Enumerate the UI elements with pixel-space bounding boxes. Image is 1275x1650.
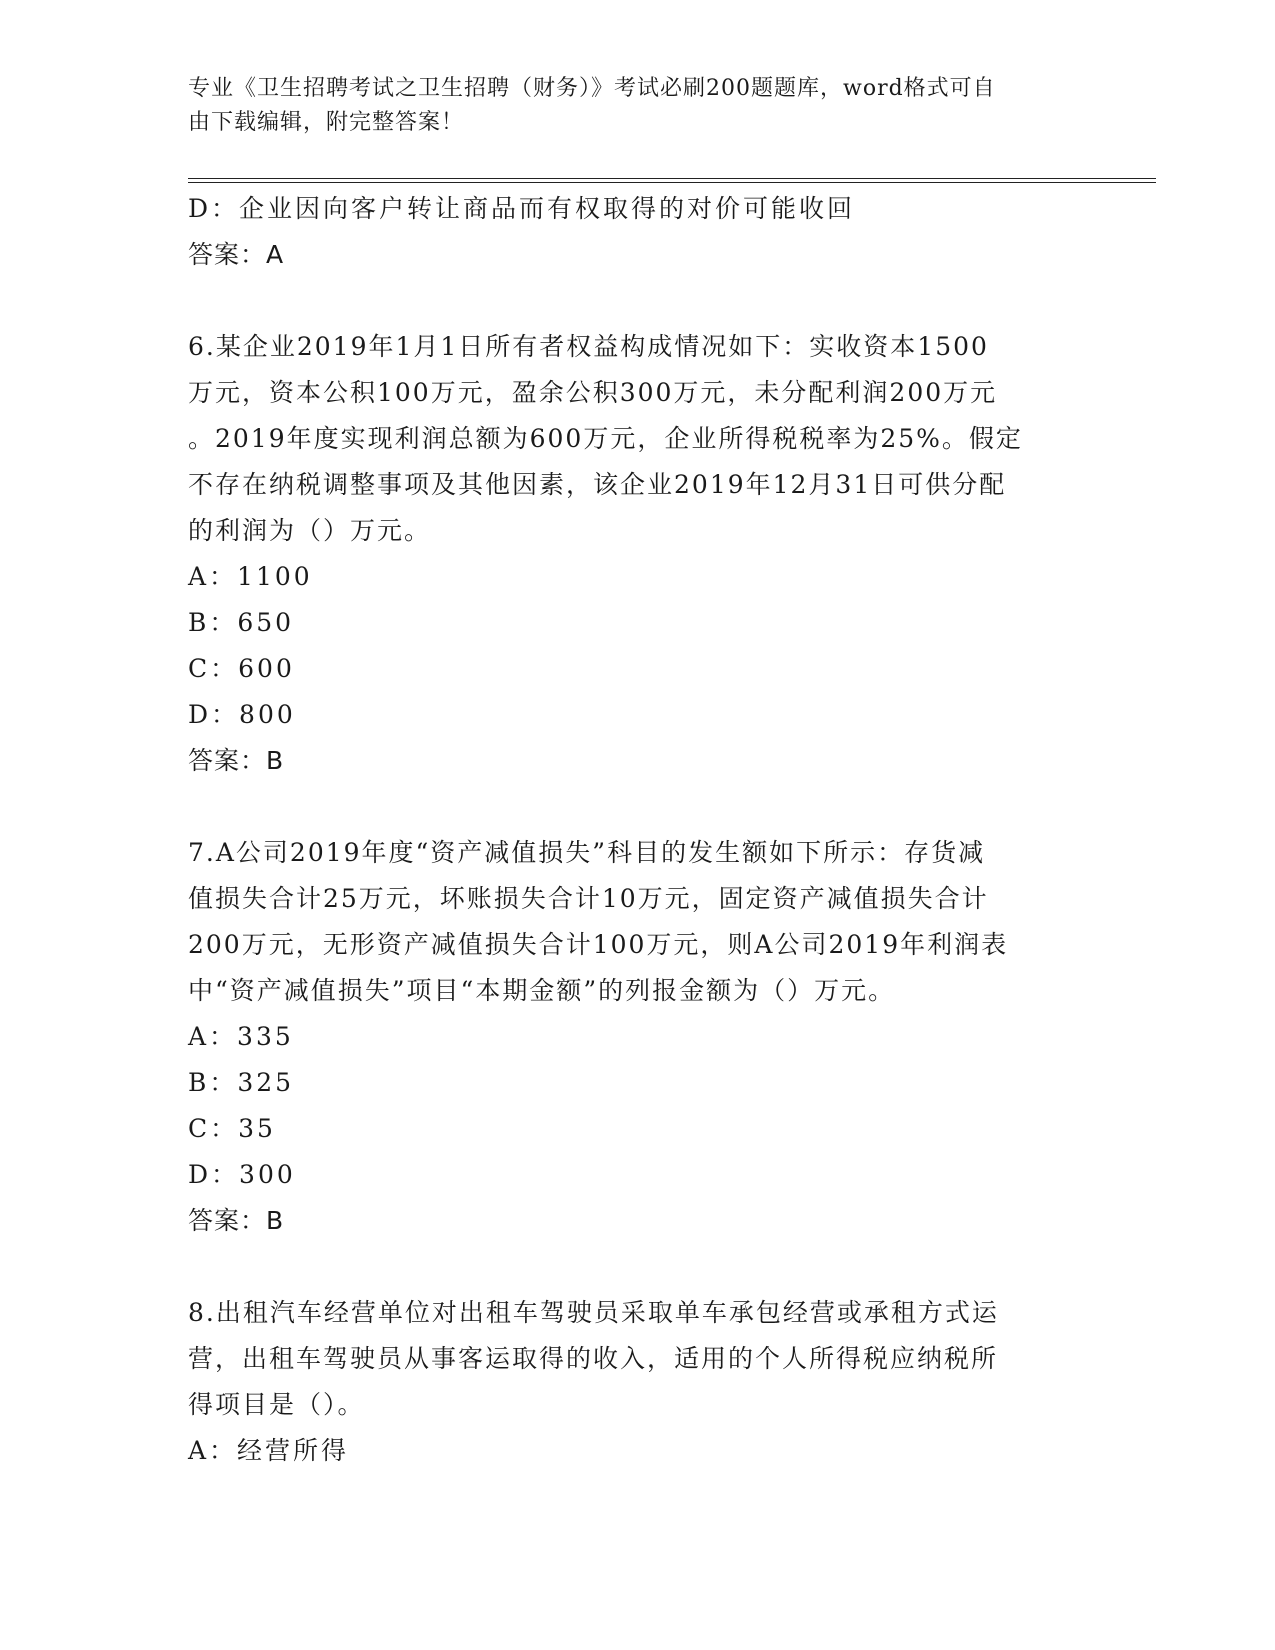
- spacer: [188, 1244, 1068, 1290]
- question-8-line: 8.出租汽车经营单位对出租车驾驶员采取单车承包经营或承租方式运: [188, 1298, 999, 1327]
- question-6-line: 不存在纳税调整事项及其他因素，该企业2019年12月31日可供分配: [188, 470, 1007, 499]
- question-6-line: 的利润为（）万元。: [188, 516, 432, 545]
- document-body: [188, 186, 1068, 1474]
- spacer: [188, 278, 1068, 324]
- prev-option-d: D：企业因向客户转让商品而有权取得的对价可能收回: [188, 194, 856, 223]
- prev-answer: 答案：A: [188, 240, 285, 269]
- header-title-line-2: 由下载编辑，附完整答案！: [188, 110, 465, 135]
- spacer: [188, 784, 1068, 830]
- question-7-line: 值损失合计25万元，坏账损失合计10万元，固定资产减值损失合计: [188, 884, 989, 913]
- question-7-option-b: B：325: [188, 1068, 295, 1097]
- header-divider: [188, 178, 1156, 183]
- question-6-option-b: B：650: [188, 608, 295, 637]
- page-header: [188, 72, 1068, 140]
- question-6-option-a: A：1100: [188, 562, 313, 591]
- question-8-line: 营，出租车驾驶员从事客运取得的收入，适用的个人所得税应纳税所: [188, 1344, 999, 1373]
- question-7-option-d: D：300: [188, 1160, 296, 1189]
- question-7-line: 中“资产减值损失”项目“本期金额”的列报金额为（）万元。: [188, 976, 896, 1005]
- question-8-line: 得项目是（）。: [188, 1390, 365, 1419]
- question-8: [188, 1290, 1068, 1474]
- header-title-line-1: 专业《卫生招聘考试之卫生招聘（财务）》考试必刷200题题库，word格式可自: [188, 76, 996, 101]
- question-7-option-a: A：335: [188, 1022, 294, 1051]
- question-6: [188, 324, 1068, 784]
- question-6-line: 。2019年度实现利润总额为600万元，企业所得税税率为25%。假定: [188, 424, 1023, 453]
- question-7-line: 200万元，无形资产减值损失合计100万元，则A公司2019年利润表: [188, 930, 1009, 959]
- question-7-option-c: C：35: [188, 1114, 276, 1143]
- question-6-answer: 答案：B: [188, 746, 285, 775]
- question-6-line: 万元，资本公积100万元，盈余公积300万元，未分配利润200万元: [188, 378, 998, 407]
- question-7: [188, 830, 1068, 1244]
- question-6-option-c: C：600: [188, 654, 295, 683]
- question-7-answer: 答案：B: [188, 1206, 285, 1235]
- question-6-option-d: D：800: [188, 700, 296, 729]
- question-6-line: 6.某企业2019年1月1日所有者权益构成情况如下：实收资本1500: [188, 332, 989, 361]
- question-7-line: 7.A公司2019年度“资产减值损失”科目的发生额如下所示：存货减: [188, 838, 986, 867]
- question-8-option-a: A：经营所得: [188, 1436, 350, 1465]
